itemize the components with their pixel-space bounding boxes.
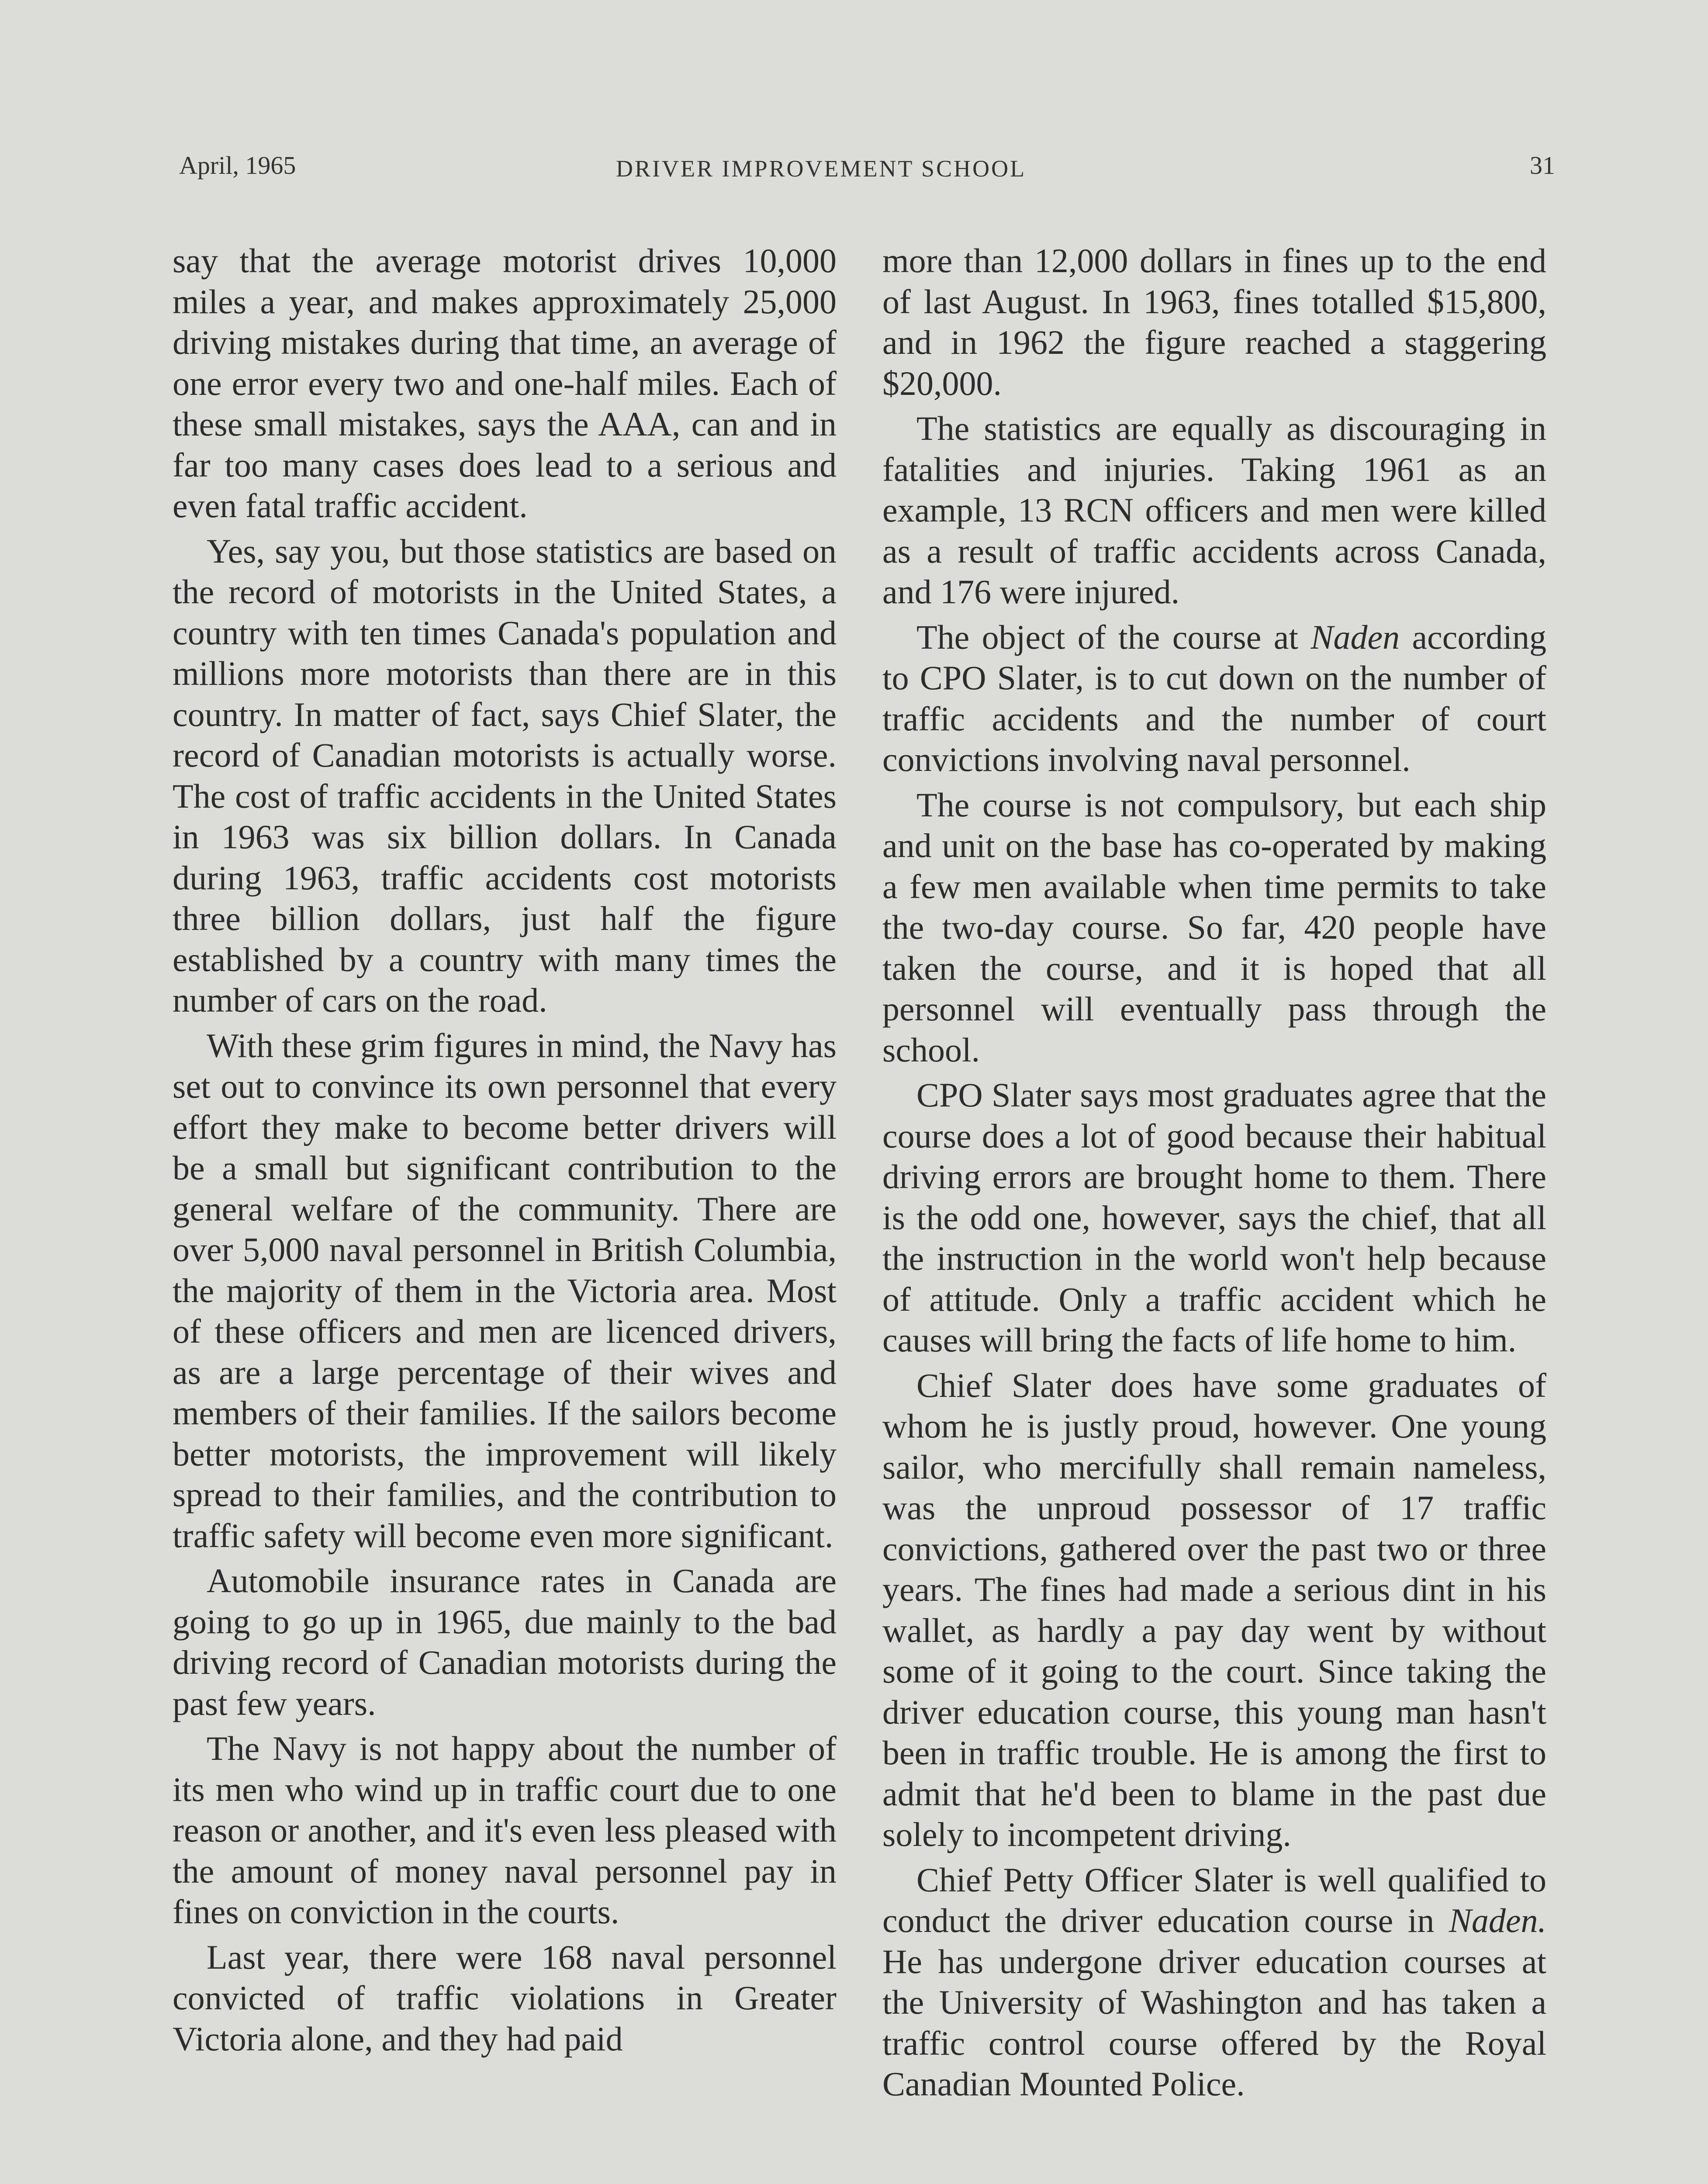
paragraph: more than 12,000 dollars in fines up to the end of last August. In 1963, fines totalled $15,800, and in 1962 the figure reached a staggering $20,000. bbox=[882, 242, 1546, 402]
right-column bbox=[882, 240, 1546, 2105]
paragraph bbox=[882, 1859, 1546, 2105]
paragraph: With these grim figures in mind, the Navy has set out to convince its own personnel that every effort they make to become better drivers will be a small but significant contribution to the general welfare of the community. There are over 5,000 naval personnel in British Columbia, the majority of them in the Victoria area. Most of these officers and men are licenced drivers, as are a large percentage of their wives and members of their families. If the sailors become better motorists, the improvement will likely spread to their families, and the contribution to traffic safety will become even more significant. bbox=[173, 1026, 837, 1555]
page-number: 31 bbox=[1530, 151, 1555, 180]
text-run: according to CPO Slater, is to cut down on the number of traffic accidents and the number of court convictions involving naval personnel. bbox=[882, 618, 1546, 778]
left-column bbox=[173, 240, 837, 2059]
paragraph: Chief Slater does have some graduates of whom he is justly proud, however. One young sailor, who mercifully shall remain nameless, was the unproud possessor of 17 traffic convictions, gathered over the past two or three years. The fines had made a serious dint in his wallet, as hardly a pay day went by without some of it going to the court. Since taking the driver education course, this young man hasn't been in traffic trouble. He is among the first to admit that he'd been to blame in the past due solely to incompetent driving. bbox=[882, 1366, 1546, 1853]
running-title: DRIVER IMPROVEMENT SCHOOL bbox=[616, 156, 1027, 182]
text-run: Chief Petty Officer Slater is well qualified to conduct the driver education course in bbox=[882, 1860, 1546, 1939]
paragraph: The course is not compulsory, but each ship and unit on the base has co-operated by making a few men available when time permits to take the two-day course. So far, 420 people have taken the course, and it is hoped that all personnel will eventually pass through the school. bbox=[882, 785, 1546, 1069]
paragraph: say that the average motorist drives 10,000 miles a year, and makes approximately 25,000 driving mistakes during that time, an average of one error every two and one-half miles. Each of these small mistakes, says the AAA, can and in far too many cases does lead to a serious and even fatal traffic accident. bbox=[173, 242, 837, 525]
ship-name-italic: Naden bbox=[1310, 618, 1400, 656]
paragraph: CPO Slater says most graduates agree that the course does a lot of good because their habitual driving errors are brought home to them. There is the odd one, however, says the chief, that all the instruction in the world won't help because of attitude. Only a traffic accident which he causes will bring the facts of life home to him. bbox=[882, 1076, 1546, 1359]
paragraph: Automobile insurance rates in Canada are going to go up in 1965, due mainly to the bad driving record of Canadian motorists during the past few years. bbox=[173, 1562, 837, 1722]
paragraph: Last year, there were 168 naval personnel convicted of traffic violations in Greater Victoria alone, and they had paid bbox=[173, 1938, 837, 2058]
text-run: The object of the course at bbox=[916, 618, 1311, 656]
paragraph bbox=[882, 617, 1546, 780]
paragraph: Yes, say you, but those statistics are based on the record of motorists in the United States, a country with ten times Canada's population and millions more motorists than there are in this country. In matter of fact, says Chief Slater, the record of Canadian motorists is actually worse. The cost of traffic accidents in the United States in 1963 was six billion dollars. In Canada during 1963, traffic accidents cost motorists three billion dollars, just half the figure established by a country with many times the number of cars on the road. bbox=[173, 532, 837, 1019]
paragraph: The statistics are equally as discouraging in fatalities and injuries. Taking 1961 as an example, 13 RCN officers and men were killed as a result of traffic accidents across Canada, and 176 were injured. bbox=[882, 409, 1546, 611]
text-run: He has undergone driver education courses at the University of Washington and has taken a traffic control course offered by the Royal Canadian Mounted Police. bbox=[882, 1942, 1546, 2103]
page-header bbox=[179, 151, 1555, 194]
paragraph: The Navy is not happy about the number of its men who wind up in traffic court due to one reason or another, and it's even less pleased with the amount of money naval personnel pay in fines on conviction in the courts. bbox=[173, 1729, 837, 1931]
issue-date: April, 1965 bbox=[179, 151, 296, 180]
ship-name-italic: Naden. bbox=[1449, 1901, 1546, 1939]
